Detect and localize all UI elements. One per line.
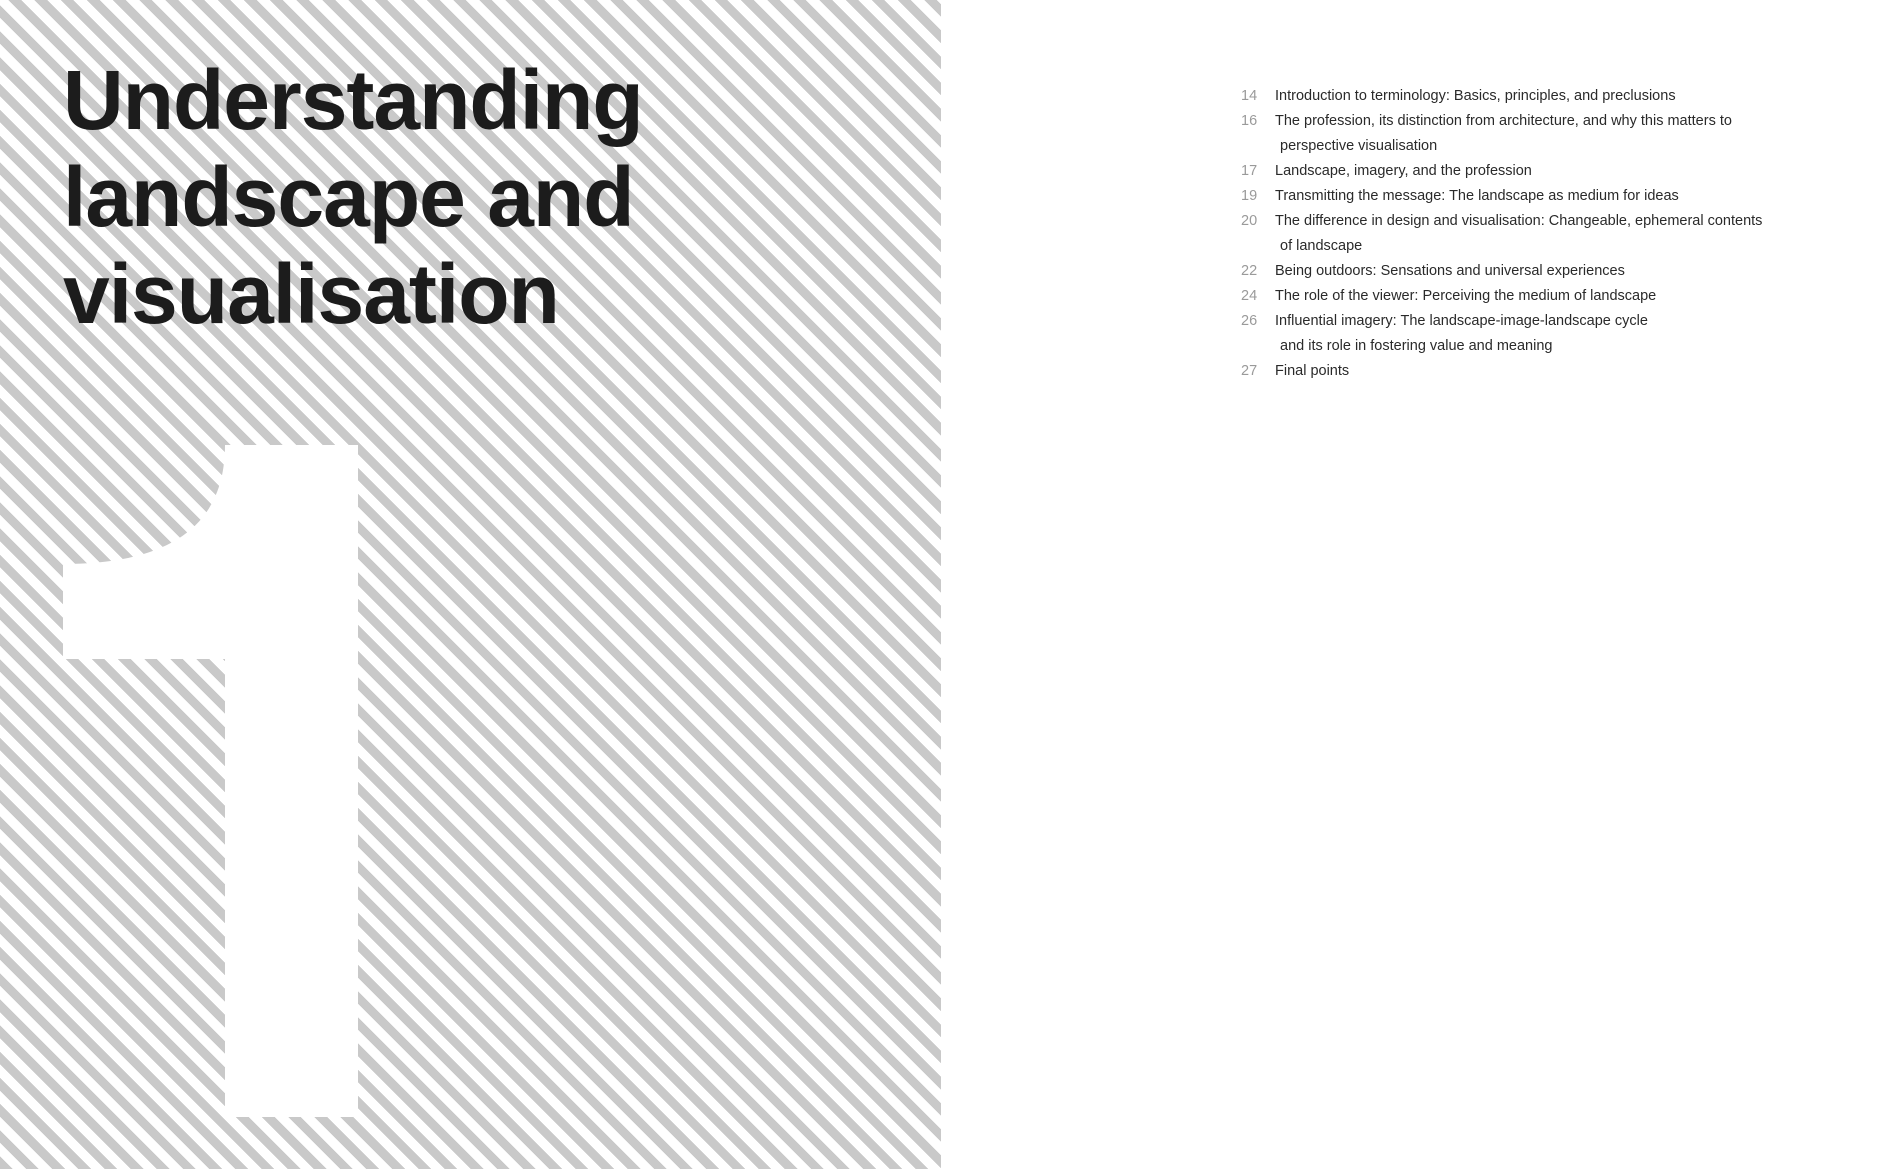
toc-entry-line: perspective visualisation (1280, 138, 1438, 154)
toc-page-number: 19 (1241, 188, 1258, 204)
toc-page-number: 22 (1241, 263, 1258, 279)
toc-page-number: 27 (1241, 363, 1258, 379)
toc-entry-line: Landscape, imagery, and the profession (1275, 163, 1532, 179)
toc-page-number: 20 (1241, 213, 1258, 229)
toc-entry-text (1275, 209, 1841, 259)
toc-entry (1241, 159, 1841, 184)
toc-page-number: 17 (1241, 163, 1258, 179)
toc-entry-text (1275, 159, 1841, 184)
toc-entry (1241, 209, 1841, 259)
toc-page-number: 26 (1241, 313, 1258, 329)
toc-entry (1241, 309, 1841, 359)
toc-entry-line: and its role in fostering value and meaning (1280, 338, 1553, 354)
chapter-title-line: landscape and (63, 150, 634, 244)
toc-entry-line: The role of the viewer: Perceiving the medium of landscape (1275, 288, 1657, 304)
toc-entry (1241, 84, 1841, 109)
toc-entry-line: Transmitting the message: The landscape as medium for ideas (1275, 188, 1679, 204)
toc-entry (1241, 359, 1841, 384)
toc-entry (1241, 284, 1841, 309)
chapter-title-line: visualisation (63, 247, 559, 341)
toc-entry-line: Being outdoors: Sensations and universal experiences (1275, 263, 1625, 279)
chapter-title-line: Understanding (63, 53, 643, 147)
toc-page-number: 16 (1241, 113, 1258, 129)
toc-entry-line: of landscape (1280, 238, 1363, 254)
chapter-title (63, 52, 883, 343)
toc-entry-text (1275, 359, 1841, 384)
toc-entry (1241, 184, 1841, 209)
toc-entry-line: The difference in design and visualisation: Changeable, ephemeral contents (1275, 213, 1763, 229)
toc-entry-text (1275, 284, 1841, 309)
toc-entry (1241, 109, 1841, 159)
toc-entry (1241, 259, 1841, 284)
toc-entry-line: Influential imagery: The landscape-image-landscape cycle (1275, 313, 1648, 329)
toc-page-number: 14 (1241, 88, 1258, 104)
toc-entry-line: The profession, its distinction from architecture, and why this matters to (1275, 113, 1732, 129)
toc-entry-text (1275, 259, 1841, 284)
toc-entry-text (1275, 109, 1841, 159)
toc-entry-text (1275, 309, 1841, 359)
toc-entry-line: Final points (1275, 363, 1350, 379)
toc-entry-text (1275, 184, 1841, 209)
toc-page-number: 24 (1241, 288, 1258, 304)
chapter-contents-list (1241, 84, 1841, 384)
toc-entry-text (1275, 84, 1841, 109)
toc-entry-line: Introduction to terminology: Basics, principles, and preclusions (1275, 88, 1676, 104)
contents-page (941, 0, 1878, 1169)
